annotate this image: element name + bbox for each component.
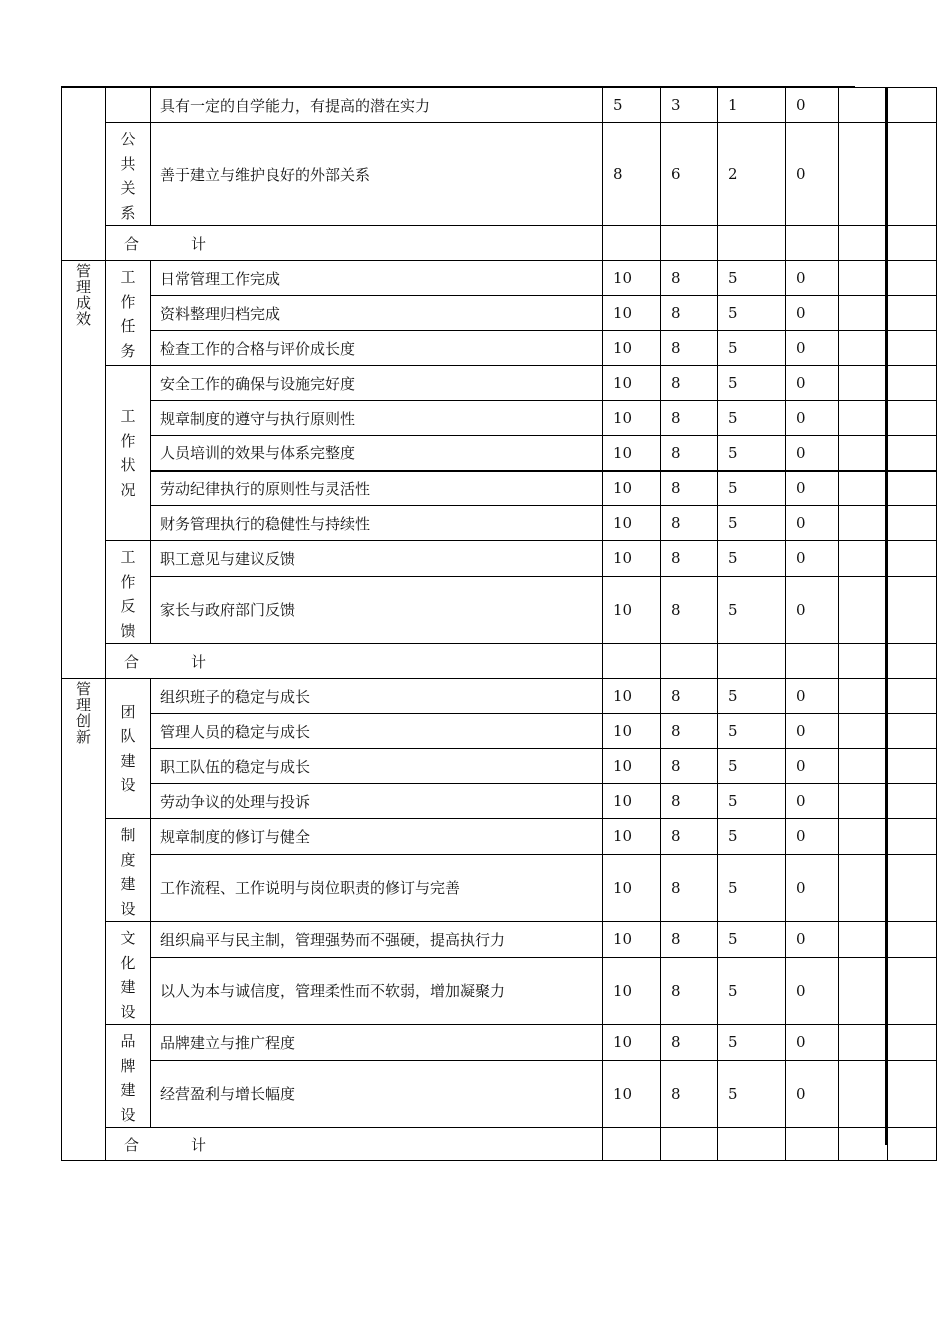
score-good: 8 bbox=[661, 541, 718, 577]
table-row bbox=[62, 436, 937, 471]
score-good: 8 bbox=[661, 471, 718, 506]
self-score-cell bbox=[839, 471, 888, 506]
subcategory-work-status bbox=[106, 366, 151, 541]
item-text: 人员培训的效果与体系完整度 bbox=[151, 436, 603, 471]
subcategory-char: 牌 bbox=[120, 1056, 136, 1075]
final-score-cell bbox=[888, 714, 937, 749]
score-good: 8 bbox=[661, 436, 718, 471]
table-row bbox=[62, 123, 937, 226]
item-text: 资料整理归档完成 bbox=[151, 296, 603, 331]
final-score-cell bbox=[888, 366, 937, 401]
subtotal-cell bbox=[661, 1128, 718, 1161]
subcategory-char: 设 bbox=[120, 899, 136, 918]
score-good: 8 bbox=[661, 366, 718, 401]
table-row bbox=[62, 541, 937, 577]
subcategory-char: 化 bbox=[120, 953, 136, 972]
subcategory-char: 作 bbox=[120, 292, 136, 311]
score-poor: 0 bbox=[786, 123, 839, 226]
score-good: 8 bbox=[661, 296, 718, 331]
self-score-cell bbox=[839, 819, 888, 855]
subcategory-char: 工 bbox=[120, 268, 136, 286]
score-excellent: 10 bbox=[603, 784, 661, 819]
subcategory-cell-continued bbox=[106, 88, 151, 123]
total-char: 计 bbox=[191, 234, 207, 253]
subcategory-brand-building bbox=[106, 1025, 151, 1128]
subcategory-char: 队 bbox=[120, 727, 136, 745]
subtotal-cell bbox=[718, 226, 786, 261]
category-management-innovation bbox=[62, 679, 106, 1161]
score-good: 8 bbox=[661, 714, 718, 749]
score-fair: 5 bbox=[718, 401, 786, 436]
subcategory-work-tasks bbox=[106, 261, 151, 366]
subcategory-culture-building bbox=[106, 922, 151, 1025]
final-score-cell bbox=[888, 854, 937, 921]
score-poor: 0 bbox=[786, 714, 839, 749]
final-score-cell bbox=[888, 541, 937, 577]
score-poor: 0 bbox=[786, 1025, 839, 1061]
total-char: 合 bbox=[124, 1135, 140, 1154]
score-poor: 0 bbox=[786, 576, 839, 643]
subcategory-char: 系 bbox=[120, 203, 136, 222]
score-fair: 5 bbox=[718, 366, 786, 401]
score-fair: 1 bbox=[718, 88, 786, 123]
score-poor: 0 bbox=[786, 819, 839, 855]
final-score-cell bbox=[888, 471, 937, 506]
table-row bbox=[62, 331, 937, 366]
subcategory-work-feedback bbox=[106, 541, 151, 644]
subcategory-char: 共 bbox=[120, 154, 136, 173]
final-score-cell bbox=[888, 401, 937, 436]
total-char: 计 bbox=[191, 652, 207, 671]
item-text: 组织扁平与民主制，管理强势而不强硬，提高执行力 bbox=[151, 922, 603, 958]
table-row bbox=[62, 784, 937, 819]
category-char: 理 bbox=[75, 278, 91, 296]
score-poor: 0 bbox=[786, 471, 839, 506]
score-excellent: 10 bbox=[603, 331, 661, 366]
table-row bbox=[62, 957, 937, 1024]
category-cell-continued bbox=[62, 88, 106, 261]
score-excellent: 10 bbox=[603, 922, 661, 958]
subtotal-cell bbox=[839, 644, 888, 679]
item-text: 安全工作的确保与设施完好度 bbox=[151, 366, 603, 401]
final-score-cell bbox=[888, 957, 937, 1024]
self-score-cell bbox=[839, 1025, 888, 1061]
final-score-cell bbox=[888, 1060, 937, 1127]
item-text: 职工队伍的稳定与成长 bbox=[151, 749, 603, 784]
subcategory-char: 建 bbox=[120, 1081, 136, 1099]
category-management-effect bbox=[62, 261, 106, 679]
table-row bbox=[62, 401, 937, 436]
score-fair: 2 bbox=[718, 123, 786, 226]
subtotal-label bbox=[106, 644, 603, 679]
subcategory-char: 作 bbox=[120, 431, 136, 450]
score-good: 8 bbox=[661, 331, 718, 366]
item-text: 劳动纪律执行的原则性与灵活性 bbox=[151, 471, 603, 506]
score-fair: 5 bbox=[718, 541, 786, 577]
item-text: 职工意见与建议反馈 bbox=[151, 541, 603, 577]
item-text: 管理人员的稳定与成长 bbox=[151, 714, 603, 749]
score-excellent: 10 bbox=[603, 576, 661, 643]
subcategory-public-relations bbox=[106, 123, 151, 226]
total-char: 合 bbox=[124, 234, 140, 253]
table-row bbox=[62, 366, 937, 401]
table-row bbox=[62, 679, 937, 714]
subcategory-system-building bbox=[106, 819, 151, 922]
final-score-cell bbox=[888, 784, 937, 819]
subtotal-cell bbox=[603, 644, 661, 679]
score-fair: 5 bbox=[718, 819, 786, 855]
final-score-cell bbox=[888, 749, 937, 784]
table-row bbox=[62, 576, 937, 643]
score-fair: 5 bbox=[718, 471, 786, 506]
total-char: 合 bbox=[124, 652, 140, 671]
subtotal-row bbox=[62, 1128, 937, 1161]
item-text: 规章制度的遵守与执行原则性 bbox=[151, 401, 603, 436]
table-row bbox=[62, 261, 937, 296]
category-char: 效 bbox=[75, 310, 91, 328]
score-excellent: 10 bbox=[603, 296, 661, 331]
subcategory-char: 作 bbox=[120, 572, 136, 591]
score-poor: 0 bbox=[786, 296, 839, 331]
score-good: 8 bbox=[661, 261, 718, 296]
subcategory-char: 制 bbox=[120, 826, 136, 844]
subcategory-char: 设 bbox=[120, 776, 136, 794]
evaluation-table bbox=[61, 87, 937, 1161]
item-text: 劳动争议的处理与投诉 bbox=[151, 784, 603, 819]
subtotal-row bbox=[62, 644, 937, 679]
self-score-cell bbox=[839, 88, 888, 123]
table-row bbox=[62, 714, 937, 749]
score-poor: 0 bbox=[786, 331, 839, 366]
score-good: 8 bbox=[661, 1060, 718, 1127]
table-row bbox=[62, 1025, 937, 1061]
score-poor: 0 bbox=[786, 749, 839, 784]
self-score-cell bbox=[839, 541, 888, 577]
subcategory-char: 工 bbox=[120, 407, 136, 425]
score-poor: 0 bbox=[786, 679, 839, 714]
score-excellent: 10 bbox=[603, 714, 661, 749]
item-text: 善于建立与维护良好的外部关系 bbox=[151, 123, 603, 226]
score-poor: 0 bbox=[786, 784, 839, 819]
item-text: 品牌建立与推广程度 bbox=[151, 1025, 603, 1061]
table-row bbox=[62, 88, 937, 123]
score-fair: 5 bbox=[718, 784, 786, 819]
subcategory-char: 工 bbox=[120, 548, 136, 566]
self-score-cell bbox=[839, 506, 888, 541]
final-score-cell bbox=[888, 506, 937, 541]
score-good: 3 bbox=[661, 88, 718, 123]
score-good: 8 bbox=[661, 957, 718, 1024]
score-excellent: 10 bbox=[603, 471, 661, 506]
subcategory-char: 品 bbox=[120, 1032, 136, 1050]
category-char: 成 bbox=[75, 294, 91, 312]
score-excellent: 10 bbox=[603, 541, 661, 577]
self-score-cell bbox=[839, 401, 888, 436]
score-fair: 5 bbox=[718, 1060, 786, 1127]
score-excellent: 10 bbox=[603, 1060, 661, 1127]
table-row bbox=[62, 471, 937, 506]
score-excellent: 10 bbox=[603, 366, 661, 401]
final-score-cell bbox=[888, 576, 937, 643]
score-good: 8 bbox=[661, 854, 718, 921]
column-divider bbox=[885, 87, 887, 1145]
table-row bbox=[62, 296, 937, 331]
score-fair: 5 bbox=[718, 749, 786, 784]
score-excellent: 10 bbox=[603, 957, 661, 1024]
category-char: 理 bbox=[75, 696, 91, 714]
self-score-cell bbox=[839, 854, 888, 921]
final-score-cell bbox=[888, 922, 937, 958]
category-char: 管 bbox=[75, 262, 91, 280]
score-excellent: 10 bbox=[603, 506, 661, 541]
score-fair: 5 bbox=[718, 957, 786, 1024]
subtotal-cell bbox=[888, 226, 937, 261]
item-text: 组织班子的稳定与成长 bbox=[151, 679, 603, 714]
self-score-cell bbox=[839, 261, 888, 296]
table-row bbox=[62, 506, 937, 541]
subcategory-char: 建 bbox=[120, 978, 136, 996]
subtotal-cell bbox=[888, 1128, 937, 1161]
subcategory-char: 文 bbox=[120, 929, 136, 947]
self-score-cell bbox=[839, 749, 888, 784]
subtotal-cell bbox=[661, 226, 718, 261]
score-fair: 5 bbox=[718, 331, 786, 366]
total-char: 计 bbox=[191, 1135, 207, 1154]
score-fair: 5 bbox=[718, 296, 786, 331]
subtotal-cell bbox=[661, 644, 718, 679]
score-good: 8 bbox=[661, 679, 718, 714]
table-row bbox=[62, 1060, 937, 1127]
score-poor: 0 bbox=[786, 1060, 839, 1127]
subtotal-cell bbox=[786, 644, 839, 679]
self-score-cell bbox=[839, 331, 888, 366]
subcategory-char: 关 bbox=[120, 179, 136, 197]
score-excellent: 10 bbox=[603, 819, 661, 855]
subcategory-char: 馈 bbox=[120, 621, 136, 640]
self-score-cell bbox=[839, 784, 888, 819]
score-fair: 5 bbox=[718, 679, 786, 714]
subtotal-label bbox=[106, 226, 603, 261]
final-score-cell bbox=[888, 261, 937, 296]
subcategory-char: 设 bbox=[120, 1002, 136, 1021]
subcategory-char: 设 bbox=[120, 1105, 136, 1124]
score-excellent: 5 bbox=[603, 88, 661, 123]
score-fair: 5 bbox=[718, 1025, 786, 1061]
subcategory-char: 况 bbox=[120, 480, 136, 499]
score-fair: 5 bbox=[718, 714, 786, 749]
subcategory-team-building bbox=[106, 679, 151, 819]
subcategory-char: 状 bbox=[120, 456, 136, 474]
score-excellent: 10 bbox=[603, 401, 661, 436]
score-fair: 5 bbox=[718, 261, 786, 296]
subtotal-row bbox=[62, 226, 937, 261]
score-poor: 0 bbox=[786, 506, 839, 541]
score-poor: 0 bbox=[786, 854, 839, 921]
score-fair: 5 bbox=[718, 436, 786, 471]
score-good: 8 bbox=[661, 506, 718, 541]
score-fair: 5 bbox=[718, 576, 786, 643]
item-text: 经营盈利与增长幅度 bbox=[151, 1060, 603, 1127]
item-text: 日常管理工作完成 bbox=[151, 261, 603, 296]
final-score-cell bbox=[888, 123, 937, 226]
table-row bbox=[62, 854, 937, 921]
final-score-cell bbox=[888, 88, 937, 123]
self-score-cell bbox=[839, 714, 888, 749]
subtotal-cell bbox=[839, 226, 888, 261]
item-text: 财务管理执行的稳健性与持续性 bbox=[151, 506, 603, 541]
subtotal-cell bbox=[718, 644, 786, 679]
subcategory-char: 度 bbox=[120, 850, 136, 869]
subtotal-cell bbox=[718, 1128, 786, 1161]
item-text: 家长与政府部门反馈 bbox=[151, 576, 603, 643]
final-score-cell bbox=[888, 819, 937, 855]
score-poor: 0 bbox=[786, 401, 839, 436]
final-score-cell bbox=[888, 679, 937, 714]
subcategory-char: 任 bbox=[120, 317, 136, 335]
final-score-cell bbox=[888, 1025, 937, 1061]
score-poor: 0 bbox=[786, 957, 839, 1024]
self-score-cell bbox=[839, 436, 888, 471]
score-poor: 0 bbox=[786, 366, 839, 401]
score-good: 8 bbox=[661, 576, 718, 643]
final-score-cell bbox=[888, 331, 937, 366]
score-poor: 0 bbox=[786, 922, 839, 958]
score-poor: 0 bbox=[786, 541, 839, 577]
score-excellent: 10 bbox=[603, 679, 661, 714]
table-row bbox=[62, 819, 937, 855]
category-char: 新 bbox=[75, 728, 91, 746]
subcategory-char: 公 bbox=[120, 130, 136, 148]
category-char: 创 bbox=[75, 712, 91, 730]
subtotal-cell bbox=[603, 1128, 661, 1161]
score-good: 8 bbox=[661, 819, 718, 855]
score-fair: 5 bbox=[718, 506, 786, 541]
score-fair: 5 bbox=[718, 854, 786, 921]
subtotal-cell bbox=[786, 226, 839, 261]
item-text: 具有一定的自学能力，有提高的潜在实力 bbox=[151, 88, 603, 123]
self-score-cell bbox=[839, 123, 888, 226]
score-excellent: 10 bbox=[603, 261, 661, 296]
item-text: 以人为本与诚信度，管理柔性而不软弱，增加凝聚力 bbox=[151, 957, 603, 1024]
score-good: 6 bbox=[661, 123, 718, 226]
score-good: 8 bbox=[661, 401, 718, 436]
self-score-cell bbox=[839, 922, 888, 958]
score-poor: 0 bbox=[786, 88, 839, 123]
score-excellent: 10 bbox=[603, 854, 661, 921]
self-score-cell bbox=[839, 366, 888, 401]
table-row bbox=[62, 922, 937, 958]
score-good: 8 bbox=[661, 1025, 718, 1061]
score-fair: 5 bbox=[718, 922, 786, 958]
subtotal-label bbox=[106, 1128, 603, 1161]
subtotal-cell bbox=[786, 1128, 839, 1161]
self-score-cell bbox=[839, 576, 888, 643]
item-text: 规章制度的修订与健全 bbox=[151, 819, 603, 855]
score-excellent: 10 bbox=[603, 749, 661, 784]
subtotal-cell bbox=[839, 1128, 888, 1161]
subcategory-char: 建 bbox=[120, 751, 136, 770]
item-text: 工作流程、工作说明与岗位职责的修订与完善 bbox=[151, 854, 603, 921]
score-poor: 0 bbox=[786, 261, 839, 296]
table-row bbox=[62, 749, 937, 784]
item-text: 检查工作的合格与评价成长度 bbox=[151, 331, 603, 366]
score-excellent: 10 bbox=[603, 1025, 661, 1061]
score-poor: 0 bbox=[786, 436, 839, 471]
score-excellent: 8 bbox=[603, 123, 661, 226]
subtotal-cell bbox=[603, 226, 661, 261]
subcategory-char: 反 bbox=[120, 597, 136, 615]
score-excellent: 10 bbox=[603, 436, 661, 471]
score-good: 8 bbox=[661, 749, 718, 784]
subtotal-cell bbox=[888, 644, 937, 679]
category-char: 管 bbox=[75, 680, 91, 698]
self-score-cell bbox=[839, 1060, 888, 1127]
self-score-cell bbox=[839, 679, 888, 714]
final-score-cell bbox=[888, 296, 937, 331]
subcategory-char: 务 bbox=[120, 341, 136, 360]
final-score-cell bbox=[888, 436, 937, 471]
score-good: 8 bbox=[661, 922, 718, 958]
self-score-cell bbox=[839, 296, 888, 331]
self-score-cell bbox=[839, 957, 888, 1024]
score-good: 8 bbox=[661, 784, 718, 819]
subcategory-char: 团 bbox=[120, 702, 136, 721]
subcategory-char: 建 bbox=[120, 875, 136, 893]
